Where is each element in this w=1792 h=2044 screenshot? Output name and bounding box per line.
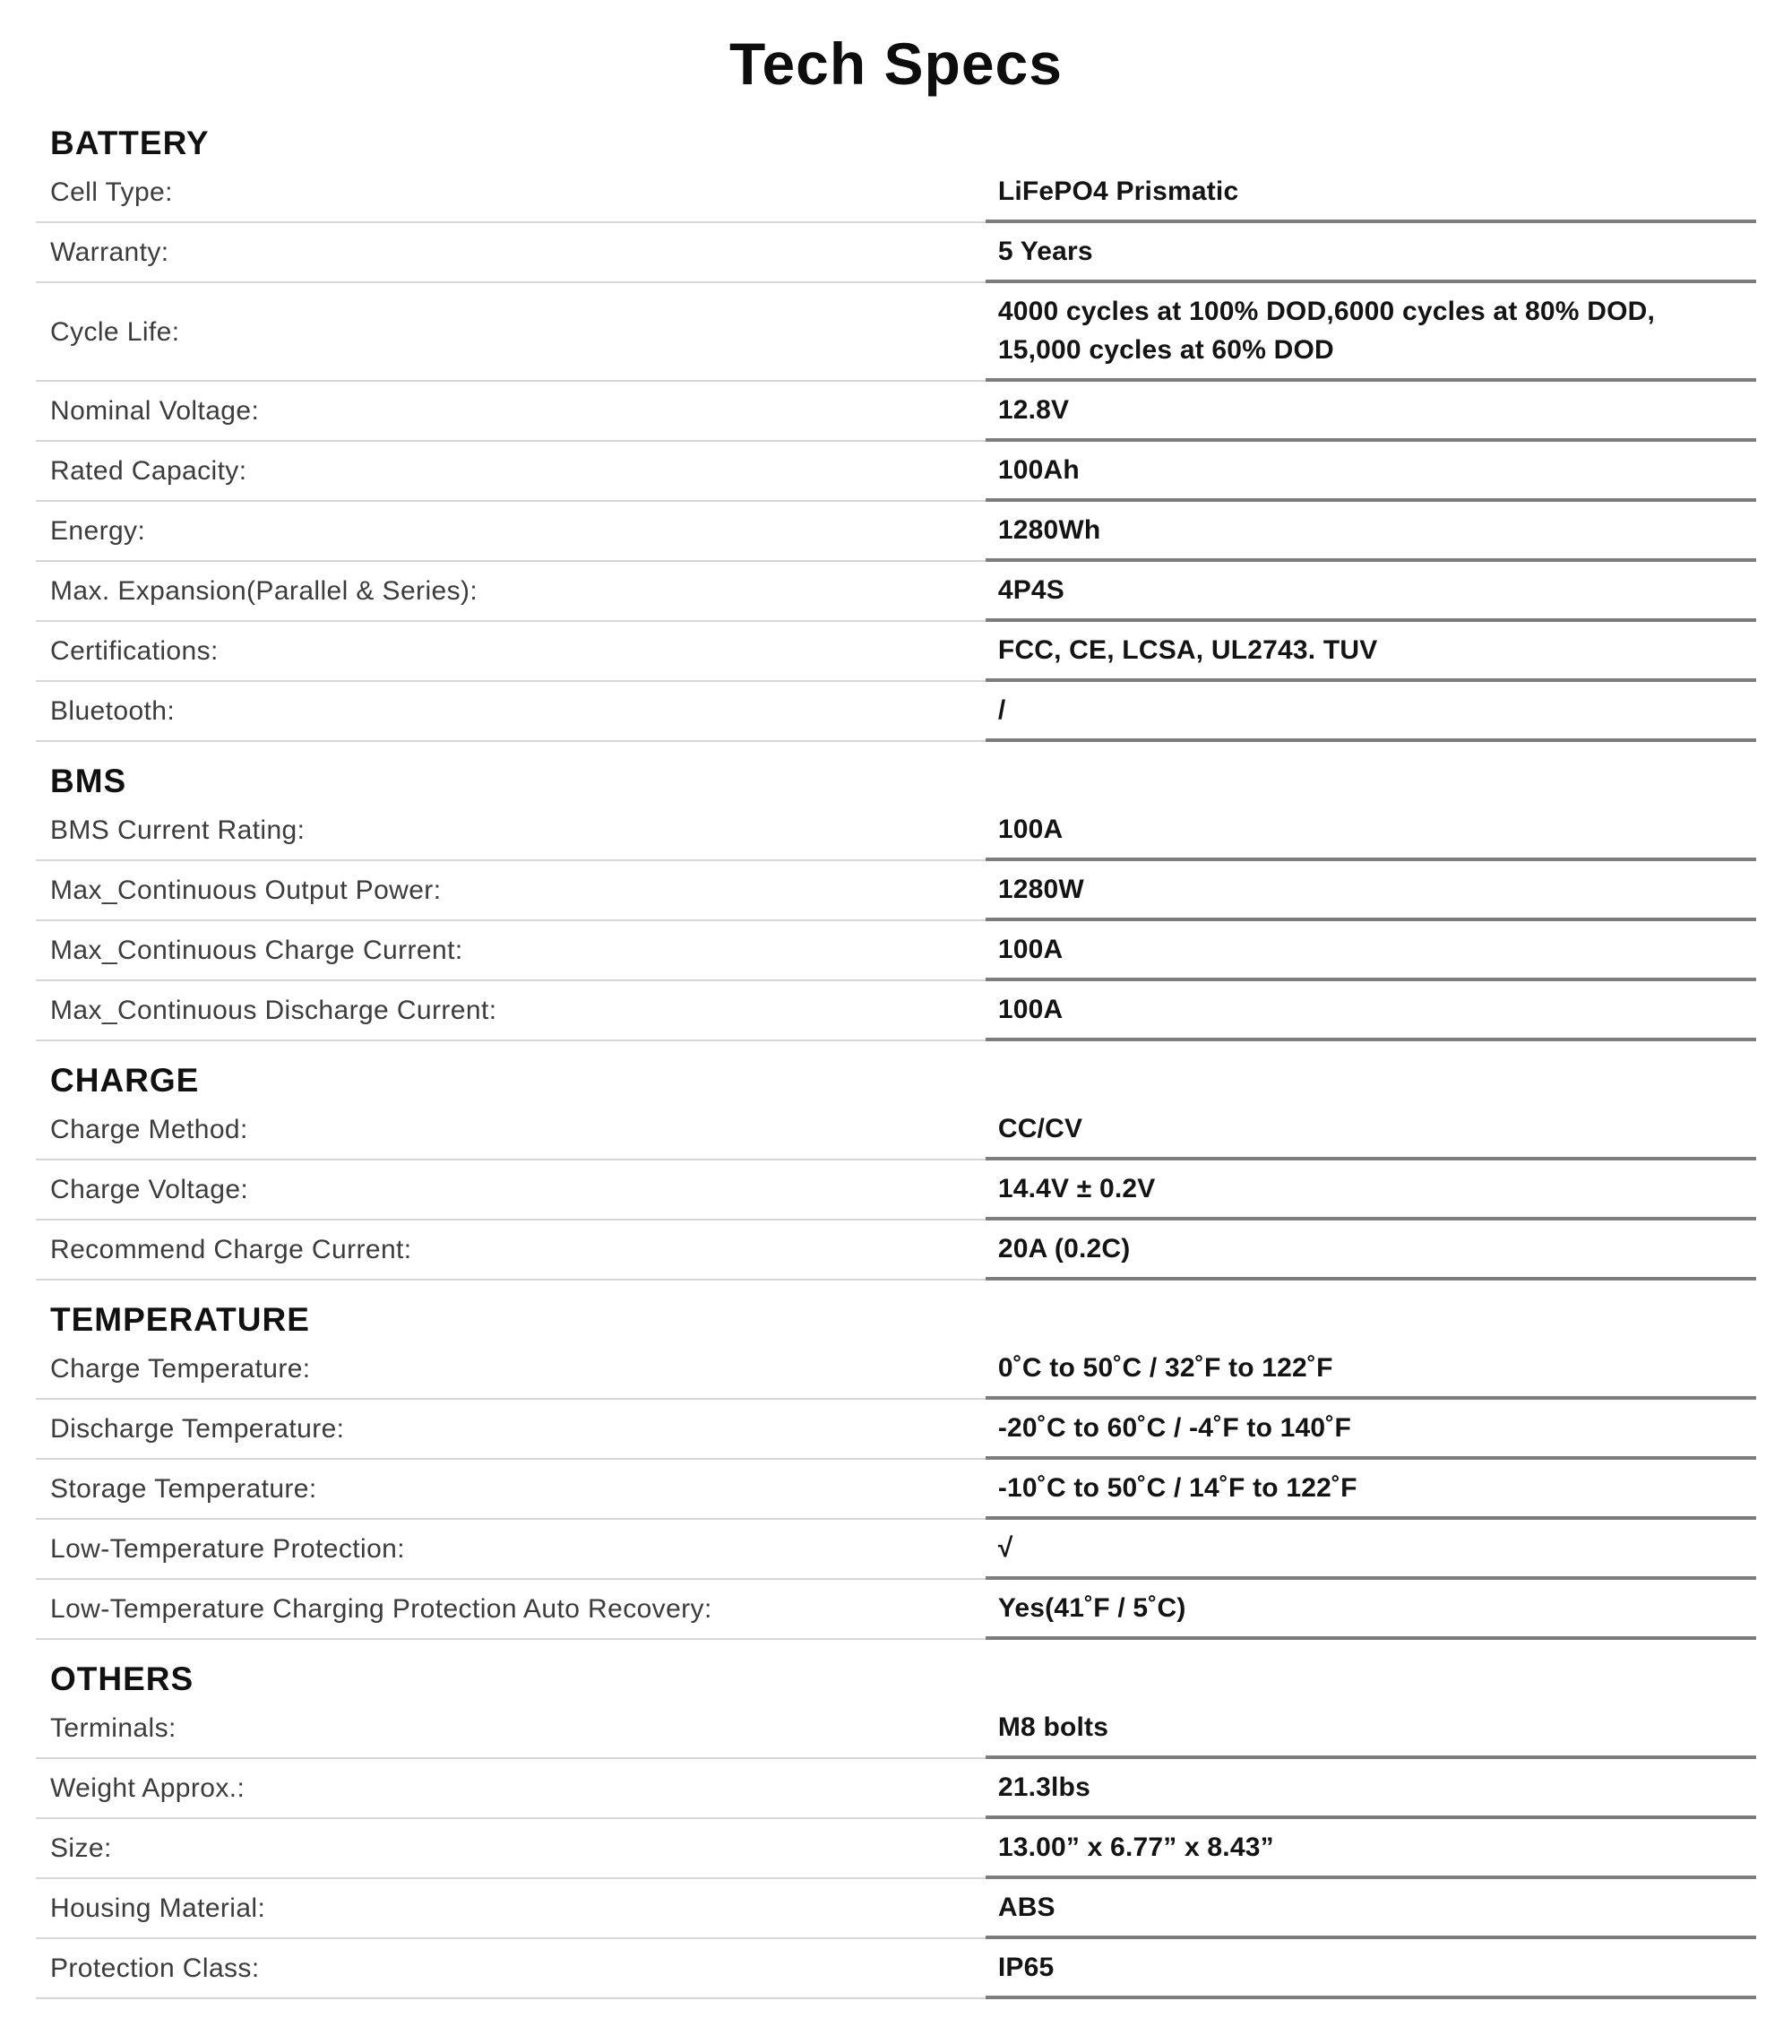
table-row [36, 223, 1756, 283]
table-row [36, 442, 1756, 502]
table-row [36, 1939, 1756, 1999]
spec-value: FCC, CE, LCSA, UL2743. TUV [986, 622, 1756, 682]
spec-value: IP65 [986, 1939, 1756, 1999]
page-title: Tech Specs [729, 30, 1063, 97]
spec-label: Bluetooth: [36, 682, 986, 742]
section-bms [36, 762, 1756, 1041]
spec-value: 100A [986, 981, 1756, 1041]
spec-value: -10˚C to 50˚C / 14˚F to 122˚F [986, 1460, 1756, 1520]
section-temperature [36, 1300, 1756, 1640]
spec-label: Size: [36, 1819, 986, 1879]
table-row [36, 1819, 1756, 1879]
table-row [36, 921, 1756, 981]
table-row [36, 682, 1756, 742]
spec-label: Housing Material: [36, 1879, 986, 1939]
spec-value: 4P4S [986, 562, 1756, 622]
spec-label: Max_Continuous Charge Current: [36, 921, 986, 981]
table-row [36, 1580, 1756, 1640]
spec-label: Protection Class: [36, 1939, 986, 1999]
spec-label: Weight Approx.: [36, 1759, 986, 1819]
spec-value: 1280Wh [986, 502, 1756, 562]
table-row [36, 1160, 1756, 1220]
spec-label: Warranty: [36, 223, 986, 283]
section-heading-temperature: TEMPERATURE [50, 1301, 310, 1338]
spec-label: Discharge Temperature: [36, 1400, 986, 1460]
spec-value: 14.4V ± 0.2V [986, 1160, 1756, 1220]
spec-value: Yes(41˚F / 5˚C) [986, 1580, 1756, 1640]
spec-label: Recommend Charge Current: [36, 1220, 986, 1281]
spec-label: BMS Current Rating: [36, 801, 986, 861]
spec-value: M8 bolts [986, 1699, 1756, 1759]
section-heading-others: OTHERS [50, 1660, 194, 1697]
spec-value: 5 Years [986, 223, 1756, 283]
spec-value: 20A (0.2C) [986, 1220, 1756, 1281]
spec-value: 100A [986, 801, 1756, 861]
spec-label: Low-Temperature Charging Protection Auto Recovery: [36, 1580, 986, 1640]
spec-value: / [986, 682, 1756, 742]
spec-value: 0˚C to 50˚C / 32˚F to 122˚F [986, 1340, 1756, 1400]
section-heading-charge: CHARGE [50, 1062, 200, 1099]
spec-value: 13.00” x 6.77” x 8.43” [986, 1819, 1756, 1879]
table-row [36, 622, 1756, 682]
section-charge [36, 1061, 1756, 1281]
spec-label: Nominal Voltage: [36, 382, 986, 442]
spec-label: Certifications: [36, 622, 986, 682]
tech-specs-page [36, 0, 1756, 1999]
spec-label: Cell Type: [36, 163, 986, 223]
spec-label: Storage Temperature: [36, 1460, 986, 1520]
spec-label: Charge Method: [36, 1100, 986, 1160]
table-row [36, 1340, 1756, 1400]
spec-value: 12.8V [986, 382, 1756, 442]
table-row [36, 1879, 1756, 1939]
spec-value-line: 4000 cycles at 100% DOD,6000 cycles at 80% DOD, [997, 297, 1656, 326]
table-row [36, 1699, 1756, 1759]
spec-label: Max. Expansion(Parallel & Series): [36, 562, 986, 622]
spec-value: ABS [986, 1879, 1756, 1939]
spec-label: Max_Continuous Discharge Current: [36, 981, 986, 1041]
spec-value: 1280W [986, 861, 1756, 921]
table-row [36, 981, 1756, 1041]
spec-label: Energy: [36, 502, 986, 562]
table-row [36, 861, 1756, 921]
spec-value: 100A [986, 921, 1756, 981]
table-row [36, 562, 1756, 622]
spec-label: Max_Continuous Output Power: [36, 861, 986, 921]
spec-value-line: 15,000 cycles at 60% DOD [997, 335, 1334, 365]
spec-value: √ [986, 1520, 1756, 1580]
table-row [36, 1520, 1756, 1580]
spec-label: Cycle Life: [36, 283, 986, 382]
spec-value: CC/CV [986, 1100, 1756, 1160]
section-others [36, 1660, 1756, 1999]
spec-table [36, 124, 1756, 1999]
spec-value: LiFePO4 Prismatic [986, 163, 1756, 223]
spec-value: 21.3lbs [986, 1759, 1756, 1819]
spec-label: Rated Capacity: [36, 442, 986, 502]
spec-value: 100Ah [986, 442, 1756, 502]
section-heading-battery: BATTERY [50, 125, 210, 161]
spec-label: Charge Temperature: [36, 1340, 986, 1400]
spec-value [986, 283, 1756, 382]
section-battery [36, 124, 1756, 742]
table-row [36, 283, 1756, 382]
table-row [36, 1759, 1756, 1819]
spec-label: Charge Voltage: [36, 1160, 986, 1220]
table-row [36, 1460, 1756, 1520]
table-row [36, 163, 1756, 223]
table-row [36, 1100, 1756, 1160]
section-heading-bms: BMS [50, 763, 127, 799]
table-row [36, 382, 1756, 442]
table-row [36, 801, 1756, 861]
spec-label: Terminals: [36, 1699, 986, 1759]
spec-label: Low-Temperature Protection: [36, 1520, 986, 1580]
table-row [36, 1220, 1756, 1281]
spec-value: -20˚C to 60˚C / -4˚F to 140˚F [986, 1400, 1756, 1460]
table-row [36, 502, 1756, 562]
table-row [36, 1400, 1756, 1460]
